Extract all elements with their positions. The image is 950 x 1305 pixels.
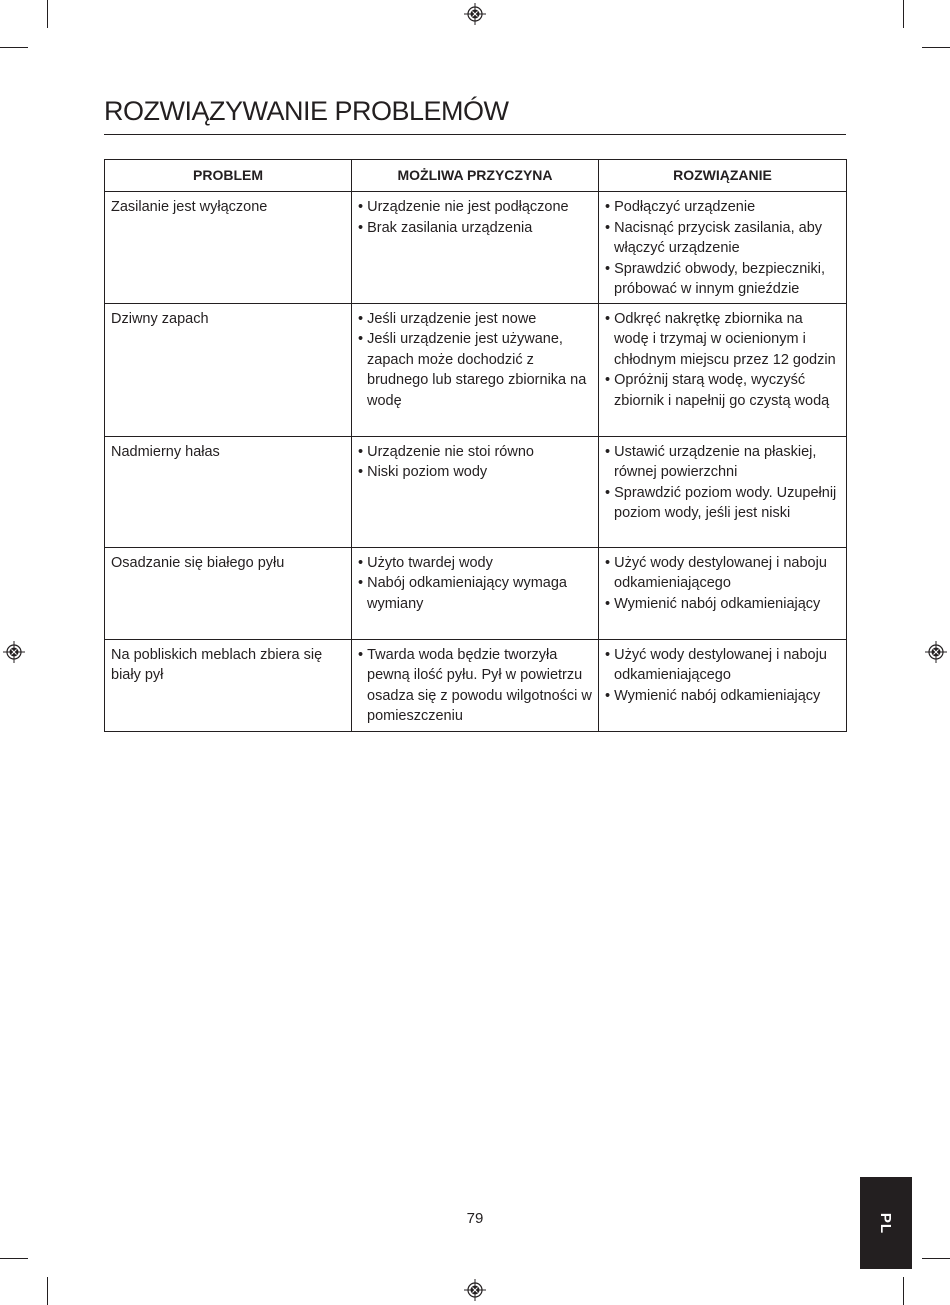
problem-cell: Dziwny zapach [105, 303, 352, 436]
crop-mark [903, 1277, 904, 1305]
solution-item: • Sprawdzić poziom wody. Uzupełnij poziom wody, jeśli jest niski [605, 483, 840, 524]
solution-item: • Użyć wody destylowanej i naboju odkamieniającego [605, 645, 840, 686]
column-header-solution: ROZWIĄZANIE [599, 160, 847, 192]
cause-cell [352, 547, 599, 639]
solution-item: • Wymienić nabój odkamieniający [605, 594, 840, 615]
registration-mark-icon [925, 641, 947, 663]
cause-cell [352, 639, 599, 731]
cause-item: • Brak zasilania urządzenia [358, 218, 592, 239]
registration-mark-icon [464, 3, 486, 25]
cause-item: • Nabój odkamieniający wymaga wymiany [358, 573, 592, 614]
cause-cell [352, 303, 599, 436]
solution-item: • Wymienić nabój odkamieniający [605, 686, 840, 707]
crop-mark [0, 1258, 28, 1259]
cause-item: • Twarda woda będzie tworzyła pewną ilość pyłu. Pył w powietrzu osadza się z powodu wilgotności w pomieszczeniu [358, 645, 592, 727]
table-row [105, 547, 847, 639]
solution-item: • Odkręć nakrętkę zbiornika na wodę i trzymaj w ocienionym i chłodnym miejscu przez 12 godzin [605, 309, 840, 371]
page-title: ROZWIĄZYWANIE PROBLEMÓW [104, 96, 509, 126]
cause-cell [352, 436, 599, 547]
registration-mark-icon [464, 1279, 486, 1301]
cause-item: • Użyto twardej wody [358, 553, 592, 574]
table-row [105, 192, 847, 304]
cause-item: • Jeśli urządzenie jest używane, zapach może dochodzić z brudnego lub starego zbiornika na wodę [358, 329, 592, 411]
cause-item: • Urządzenie nie stoi równo [358, 442, 592, 463]
solution-cell [599, 303, 847, 436]
solution-cell [599, 192, 847, 304]
solution-cell [599, 547, 847, 639]
solution-item: • Sprawdzić obwody, bezpieczniki, próbować w innym gnieździe [605, 259, 840, 300]
crop-mark [922, 47, 950, 48]
page-number: 79 [466, 1210, 484, 1227]
problem-cell: Nadmierny hałas [105, 436, 352, 547]
solution-cell [599, 436, 847, 547]
solution-item: • Opróżnij starą wodę, wyczyść zbiornik i napełnij go czystą wodą [605, 370, 840, 411]
table-row [105, 303, 847, 436]
column-header-cause: MOŻLIWA PRZYCZYNA [352, 160, 599, 192]
crop-mark [0, 47, 28, 48]
solution-cell [599, 639, 847, 731]
column-header-problem: PROBLEM [105, 160, 352, 192]
problem-cell: Osadzanie się białego pyłu [105, 547, 352, 639]
crop-mark [922, 1258, 950, 1259]
solution-item: • Nacisnąć przycisk zasilania, aby włączyć urządzenie [605, 218, 840, 259]
cause-item: • Niski poziom wody [358, 462, 592, 483]
crop-mark [903, 0, 904, 28]
title-divider [104, 134, 846, 135]
cause-item: • Jeśli urządzenie jest nowe [358, 309, 592, 330]
solution-item: • Ustawić urządzenie na płaskiej, równej powierzchni [605, 442, 840, 483]
table-header-row [105, 160, 847, 192]
problem-cell: Zasilanie jest wyłączone [105, 192, 352, 304]
cause-cell [352, 192, 599, 304]
crop-mark [47, 1277, 48, 1305]
language-tab-label: PL [877, 1212, 895, 1234]
registration-mark-icon [3, 641, 25, 663]
table-row [105, 436, 847, 547]
problem-cell: Na pobliskich meblach zbiera się biały pył [105, 639, 352, 731]
crop-mark [47, 0, 48, 28]
solution-item: • Użyć wody destylowanej i naboju odkamieniającego [605, 553, 840, 594]
language-tab [860, 1177, 912, 1269]
cause-item: • Urządzenie nie jest podłączone [358, 197, 592, 218]
troubleshooting-table [104, 159, 847, 732]
table-row [105, 639, 847, 731]
solution-item: • Podłączyć urządzenie [605, 197, 840, 218]
